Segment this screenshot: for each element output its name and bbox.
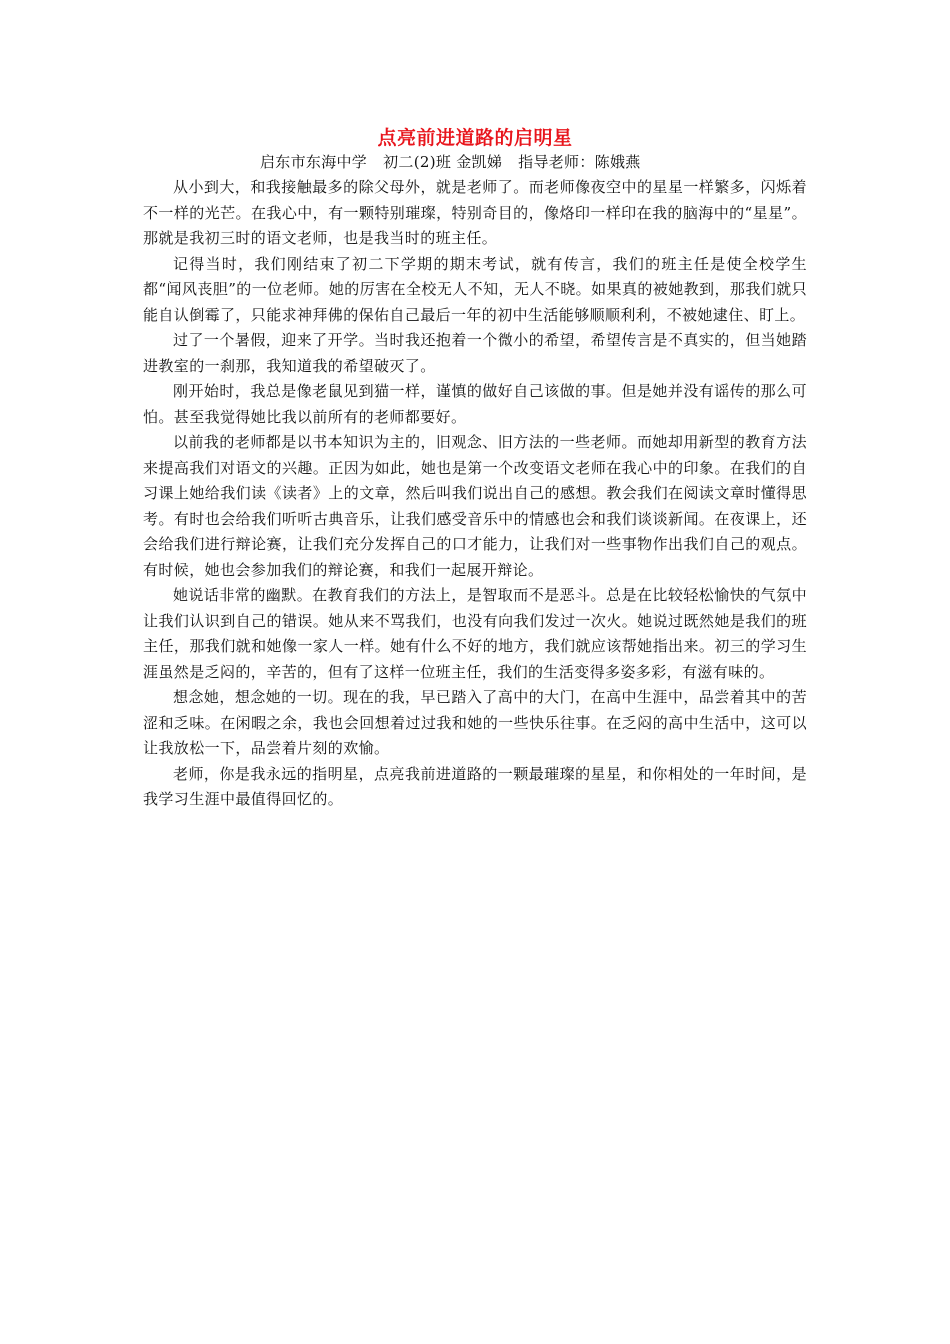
paragraph-4: 刚开始时，我总是像老鼠见到猫一样，谨慎的做好自己该做的事。但是她并没有谣传的那么可怕。甚至我觉得她比我以前所有的老师都要好。	[143, 382, 807, 426]
paragraph-5: 以前我的老师都是以书本知识为主的，旧观念、旧方法的一些老师。而她却用新型的教育方法来提高我们对语文的兴趣。正因为如此，她也是第一个改变语文老师在我心中的印象。在我们的自习课上她给我们读《读者》上的文章，然后叫我们说出自己的感想。教会我们在阅读文章时懂得思考。有时也会给我们听听古典音乐，让我们感受音乐中的情感也会和我们谈谈新闻。在夜课上，还会给我们进行辩论赛，让我们充分发挥自己的口才能力，让我们对一些事物作出我们自己的观点。有时候，她也会参加我们的辩论赛，和我们一起展开辩论。	[143, 433, 807, 579]
byline-teacher: 指导老师：陈娥燕	[518, 153, 641, 171]
paragraph-3: 过了一个暑假，迎来了开学。当时我还抱着一个微小的希望，希望传言是不真实的，但当她踏进教室的一刹那，我知道我的希望破灭了。	[143, 331, 807, 375]
paragraph-1: 从小到大，和我接触最多的除父母外，就是老师了。而老师像夜空中的星星一样繁多，闪烁着不一样的光芒。在我心中，有一颗特别璀璨，特别奇目的，像烙印一样印在我的脑海中的“星星”。那就是我初三时的语文老师，也是我当时的班主任。	[143, 178, 807, 247]
article-body	[143, 175, 807, 813]
byline-class-author: 初二(2)班 金凯娣	[383, 153, 503, 171]
paragraph-6: 她说话非常的幽默。在教育我们的方法上，是智取而不是恶斗。总是在比较轻松愉快的气氛中让我们认识到自己的错误。她从来不骂我们，也没有向我们发过一次火。她说过既然她是我们的班主任，那我们就和她像一家人一样。她有什么不好的地方，我们就应该帮她指出来。初三的学习生涯虽然是乏闷的，辛苦的，但有了这样一位班主任，我们的生活变得多姿多彩，有滋有味的。	[143, 586, 807, 681]
paragraph-7: 想念她，想念她的一切。现在的我，早已踏入了高中的大门，在高中生涯中，品尝着其中的苦涩和乏味。在闲暇之余，我也会回想着过过我和她的一些快乐往事。在乏闷的高中生活中，这可以让我放松一下，品尝着片刻的欢愉。	[143, 688, 807, 757]
paragraph-8: 老师，你是我永远的指明星，点亮我前进道路的一颗最璀璨的星星，和你相处的一年时间，是我学习生涯中最值得回忆的。	[143, 764, 807, 808]
paragraph-2: 记得当时，我们刚结束了初二下学期的期末考试，就有传言，我们的班主任是使全校学生都“闻风丧胆”的一位老师。她的厉害在全校无人不知，无人不晓。如果真的被她教到，那我们就只能自认倒霉了，只能求神拜佛的保佑自己最后一年的初中生活能够顺顺利利，不被她逮住、盯上。	[143, 254, 807, 324]
byline-school: 启东市东海中学	[260, 153, 368, 171]
document-title: 点亮前进道路的启明星	[377, 127, 573, 149]
byline	[260, 151, 720, 173]
